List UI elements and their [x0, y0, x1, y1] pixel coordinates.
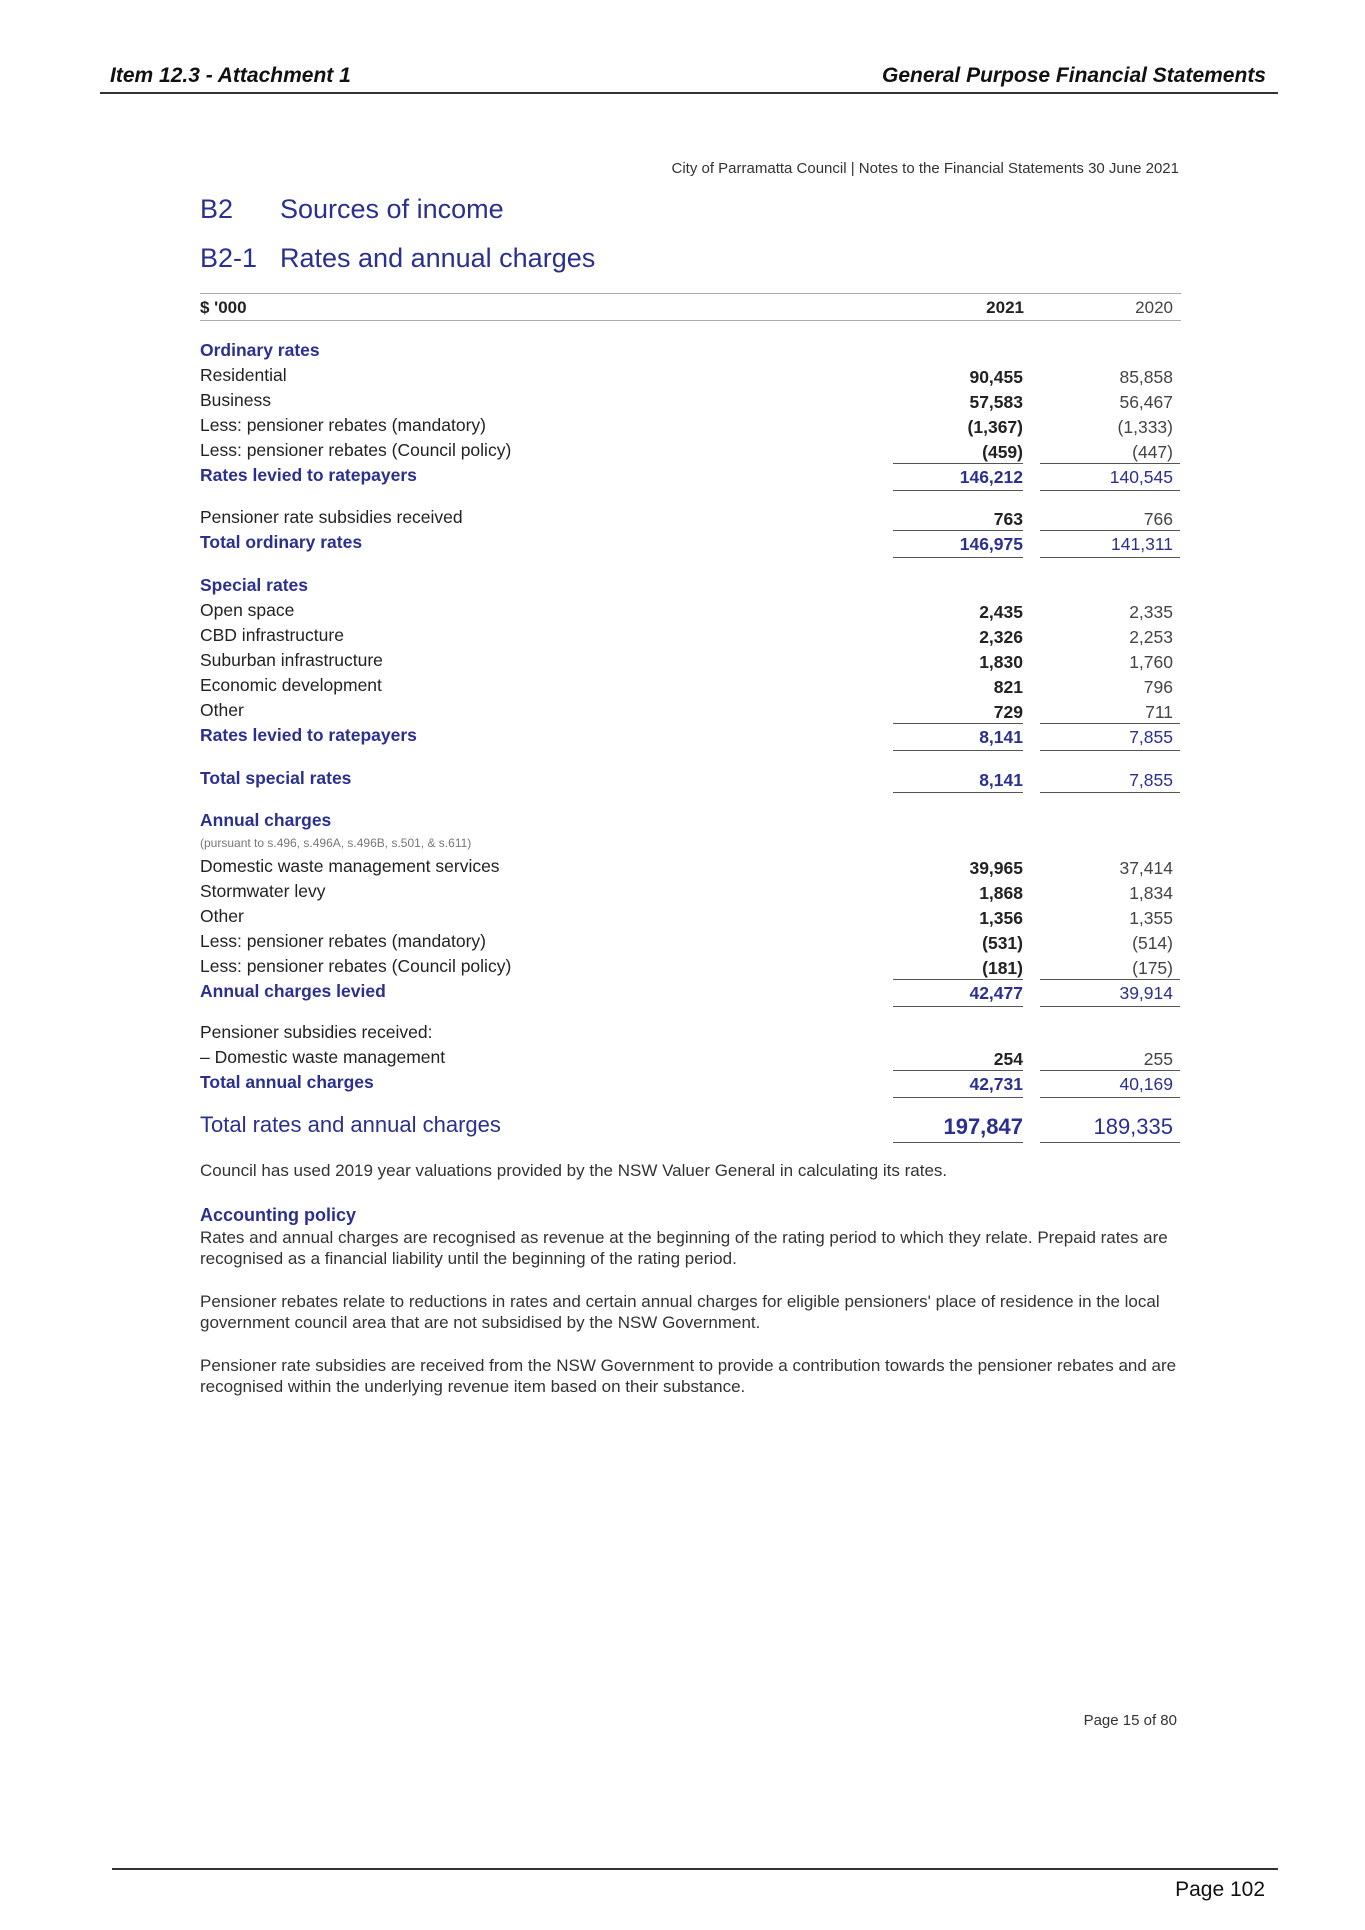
subtotal-rule	[893, 490, 1023, 491]
table-header	[200, 293, 1181, 321]
subtotal-rule	[1040, 979, 1180, 980]
table-row: Other 729 711	[200, 700, 1173, 722]
table-row: Residential 90,455 85,858	[200, 365, 1173, 387]
ordinary-rates-heading: Ordinary rates	[200, 340, 320, 360]
total-rule	[893, 1097, 1023, 1098]
annual-charges-levied-row: Annual charges levied 42,477 39,914	[200, 981, 1173, 1003]
subtotal-rule	[1040, 723, 1180, 724]
unit-label: $ '000	[200, 298, 247, 317]
subtotal-rule	[893, 979, 1023, 980]
column-2020-header: 2020	[1135, 298, 1173, 317]
document-subheader: City of Parramatta Council | Notes to the Financial Statements 30 June 2021	[671, 160, 1179, 177]
grand-total-rule	[893, 1142, 1023, 1143]
section-code: B2-1	[200, 243, 258, 273]
subtotal-rule	[893, 1006, 1023, 1007]
page-of-count: Page 15 of 80	[1083, 1712, 1177, 1729]
grand-total-rule	[1040, 1142, 1180, 1143]
page-header	[100, 62, 1278, 94]
table-row: Open space 2,435 2,335	[200, 600, 1173, 622]
special-rates-heading: Special rates	[200, 575, 308, 595]
total-special-rates-row: Total special rates 8,141 7,855	[200, 768, 1173, 790]
total-rule	[893, 792, 1023, 793]
table-row: Domestic waste management services 39,965 37,414	[200, 856, 1173, 878]
section-title-b2	[200, 194, 504, 225]
annual-charges-legislation-note: (pursuant to s.496, s.496A, s.496B, s.501, & s.611)	[200, 836, 472, 850]
subtotal-rule	[1040, 463, 1180, 464]
total-rule	[1040, 1097, 1180, 1098]
table-row: Business 57,583 56,467	[200, 390, 1173, 412]
subtotal-rule	[893, 530, 1023, 531]
footer-rule	[112, 1868, 1278, 1870]
subtotal-rule	[1040, 1006, 1180, 1007]
pensioner-subsidies-heading: Pensioner subsidies received:	[200, 1022, 433, 1042]
subtotal-rule	[893, 750, 1023, 751]
table-row: Stormwater levy 1,868 1,834	[200, 881, 1173, 903]
table-row: – Domestic waste management 254 255	[200, 1047, 1173, 1069]
subtotal-rule	[1040, 530, 1180, 531]
table-row: Economic development 821 796	[200, 675, 1173, 697]
table-row: Less: pensioner rebates (Council policy) (181) (175)	[200, 956, 1173, 978]
ordinary-rates-levied-row: Rates levied to ratepayers 146,212 140,545	[200, 465, 1173, 487]
policy-paragraph: Pensioner rate subsidies are received from the NSW Government to provide a contribution towards the pensioner rebates and are recognised within the underlying revenue item based on their substance.	[200, 1356, 1177, 1396]
total-annual-charges-row: Total annual charges 42,731 40,169	[200, 1072, 1173, 1094]
subtotal-rule	[893, 1070, 1023, 1071]
section-name: Sources of income	[280, 194, 504, 224]
table-row: Less: pensioner rebates (mandatory) (531) (514)	[200, 931, 1173, 953]
total-rule	[1040, 557, 1180, 558]
header-document-title: General Purpose Financial Statements	[882, 64, 1266, 87]
table-row: CBD infrastructure 2,326 2,253	[200, 625, 1173, 647]
subtotal-rule	[893, 723, 1023, 724]
table-row: Pensioner rate subsidies received 763 766	[200, 507, 1173, 529]
policy-paragraph: Rates and annual charges are recognised as revenue at the beginning of the rating period to which they relate. Prepaid rates are recognised as a financial liability until the beginning of the rating period.	[200, 1228, 1168, 1268]
table-row: Suburban infrastructure 1,830 1,760	[200, 650, 1173, 672]
total-rule	[893, 557, 1023, 558]
section-title-b2-1	[200, 243, 595, 274]
accounting-policy-heading: Accounting policy	[200, 1205, 357, 1225]
column-2021-header: 2021	[986, 298, 1024, 317]
table-row: Less: pensioner rebates (mandatory) (1,367) (1,333)	[200, 415, 1173, 437]
total-ordinary-rates-row: Total ordinary rates 146,975 141,311	[200, 532, 1173, 554]
subtotal-rule	[893, 463, 1023, 464]
policy-paragraph: Pensioner rebates relate to reductions in rates and certain annual charges for eligible pensioners' place of residence in the local government council area that are not subsidised by the NSW Government.	[200, 1292, 1160, 1332]
total-rule	[1040, 792, 1180, 793]
page-number: Page 102	[1175, 1878, 1265, 1901]
subtotal-rule	[1040, 490, 1180, 491]
grand-total-row: Total rates and annual charges 197,847 189,335	[200, 1112, 1173, 1139]
section-code: B2	[200, 194, 234, 224]
table-row: Less: pensioner rebates (Council policy) (459) (447)	[200, 440, 1173, 462]
header-attachment-label: Item 12.3 - Attachment 1	[110, 64, 351, 87]
valuation-note: Council has used 2019 year valuations provided by the NSW Valuer General in calculating its rates.	[200, 1161, 948, 1180]
subtotal-rule	[1040, 1070, 1180, 1071]
subtotal-rule	[1040, 750, 1180, 751]
section-name: Rates and annual charges	[280, 243, 596, 273]
annual-charges-heading: Annual charges	[200, 810, 332, 830]
table-row: Other 1,356 1,355	[200, 906, 1173, 928]
special-rates-levied-row: Rates levied to ratepayers 8,141 7,855	[200, 725, 1173, 747]
